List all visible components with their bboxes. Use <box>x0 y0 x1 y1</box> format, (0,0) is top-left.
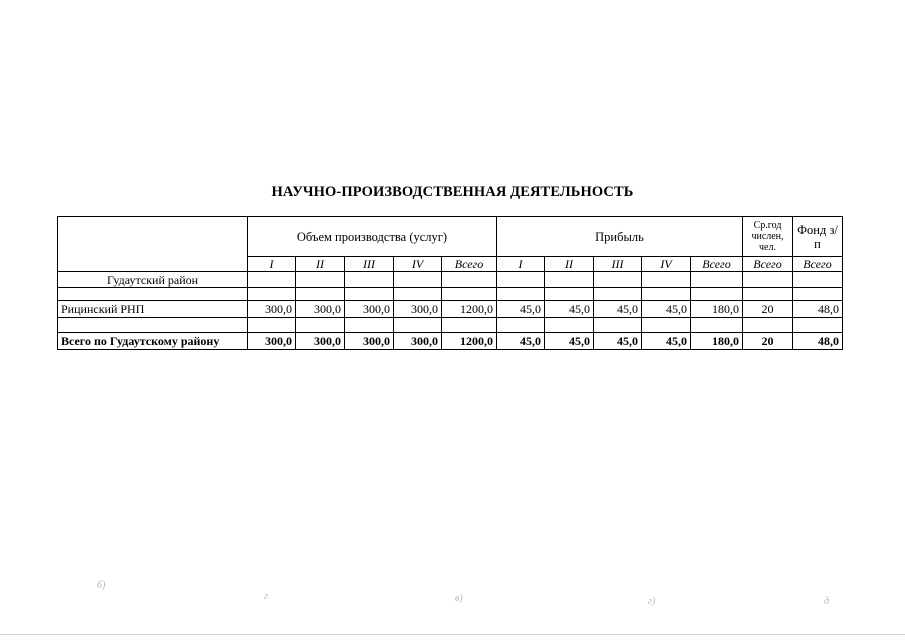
volume-q3-header: III <box>345 257 394 272</box>
profit-q4-cell: 45,0 <box>642 301 691 318</box>
profit-q2-header: II <box>545 257 594 272</box>
margin-mark: в) <box>455 593 463 604</box>
page-title: НАУЧНО-ПРОИЗВОДСТВЕННАЯ ДЕЯТЕЛЬНОСТЬ <box>271 184 634 200</box>
total-headcount: 20 <box>743 333 793 350</box>
margin-mark: г <box>264 591 268 602</box>
volume-q3-cell: 300,0 <box>345 301 394 318</box>
avg-headcount-header: Ср.год числен, чел. <box>743 217 793 257</box>
scan-edge-line <box>0 634 905 635</box>
volume-header: Объем производства (услуг) <box>248 217 497 257</box>
headcount-total-header: Всего <box>743 257 793 272</box>
profit-q1-header: I <box>497 257 545 272</box>
total-fund: 48,0 <box>793 333 843 350</box>
total-name: Всего по Гудаутскому району <box>58 333 248 350</box>
volume-q1-header: I <box>248 257 296 272</box>
margin-mark: б) <box>97 580 106 591</box>
profit-total-cell: 180,0 <box>691 301 743 318</box>
volume-q4-cell: 300,0 <box>394 301 442 318</box>
total-volume-q3: 300,0 <box>345 333 394 350</box>
header-row <box>58 217 843 257</box>
volume-q2-header: II <box>296 257 345 272</box>
name-header-cell <box>58 217 248 272</box>
margin-mark: г) <box>648 596 656 607</box>
empty-row <box>58 318 843 333</box>
region-row <box>58 272 843 288</box>
row-name: Рицинский РНП <box>58 301 248 318</box>
total-volume-q4: 300,0 <box>394 333 442 350</box>
profit-header: Прибыль <box>497 217 743 257</box>
report-table <box>57 216 843 350</box>
profit-q1-cell: 45,0 <box>497 301 545 318</box>
volume-total-cell: 1200,0 <box>442 301 497 318</box>
total-volume-q1: 300,0 <box>248 333 296 350</box>
headcount-cell: 20 <box>743 301 793 318</box>
profit-total-header: Всего <box>691 257 743 272</box>
wage-fund-header: Фонд з/п <box>793 217 843 257</box>
fund-total-header: Всего <box>793 257 843 272</box>
volume-q4-header: IV <box>394 257 442 272</box>
profit-q3-cell: 45,0 <box>594 301 642 318</box>
total-profit-q2: 45,0 <box>545 333 594 350</box>
total-profit-q3: 45,0 <box>594 333 642 350</box>
total-profit-q1: 45,0 <box>497 333 545 350</box>
margin-mark: д <box>824 596 830 607</box>
volume-q1-cell: 300,0 <box>248 301 296 318</box>
region-name: Гудаутский район <box>58 272 248 288</box>
total-row <box>58 333 843 350</box>
fund-cell: 48,0 <box>793 301 843 318</box>
profit-q4-header: IV <box>642 257 691 272</box>
total-profit-q4: 45,0 <box>642 333 691 350</box>
empty-row <box>58 288 843 301</box>
total-volume-sum: 1200,0 <box>442 333 497 350</box>
profit-q2-cell: 45,0 <box>545 301 594 318</box>
total-profit-sum: 180,0 <box>691 333 743 350</box>
volume-q2-cell: 300,0 <box>296 301 345 318</box>
profit-q3-header: III <box>594 257 642 272</box>
total-volume-q2: 300,0 <box>296 333 345 350</box>
table-row <box>58 301 843 318</box>
volume-total-header: Всего <box>442 257 497 272</box>
